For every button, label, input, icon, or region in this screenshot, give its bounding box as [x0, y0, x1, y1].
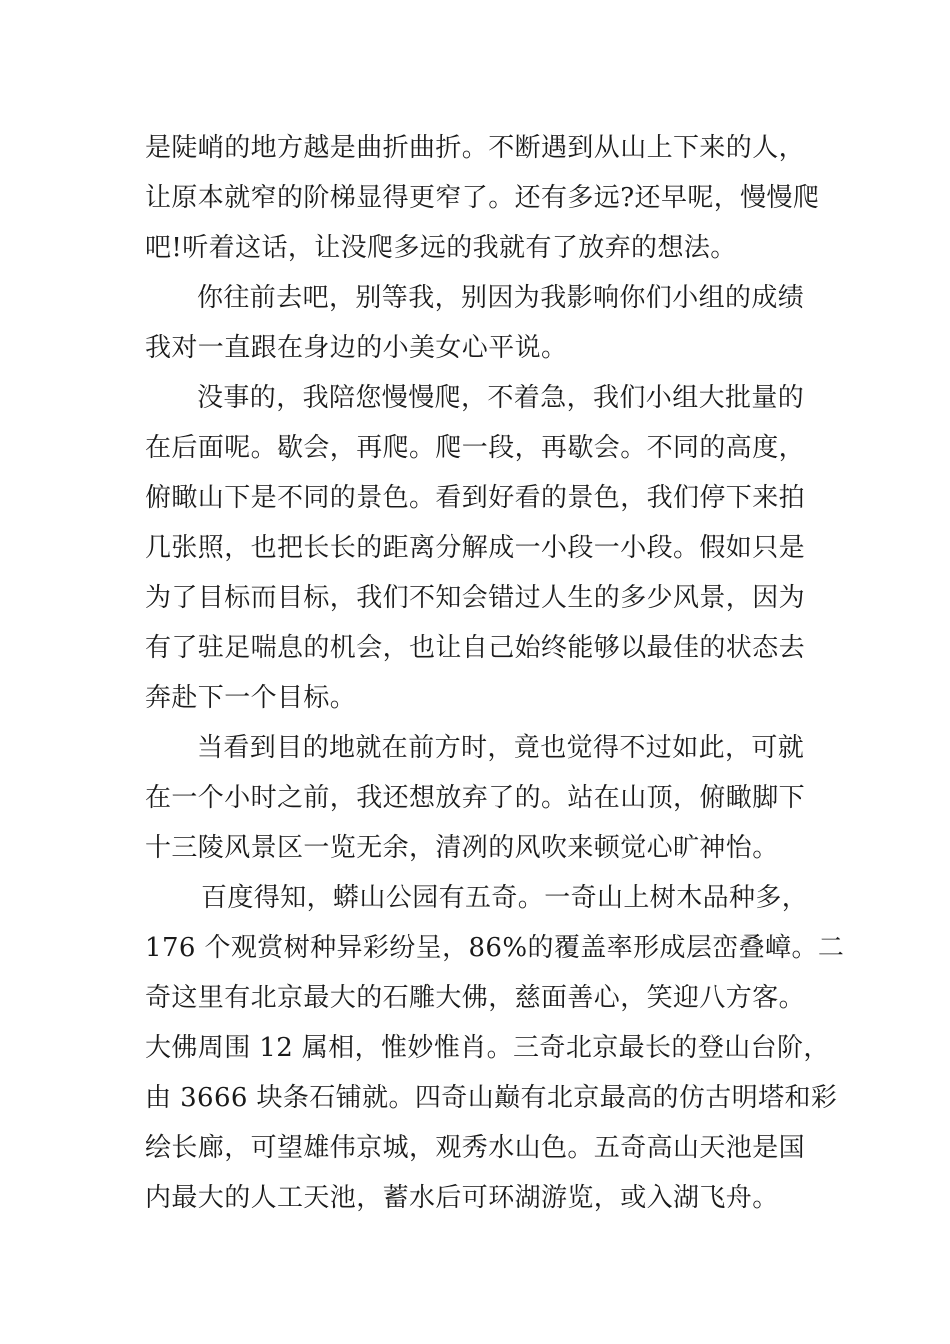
text-line: 在后面呢。歇会，再爬。爬一段，再歇会。不同的高度， — [145, 433, 806, 463]
text-line: 绘长廊，可望雄伟京城，观秀水山色。五奇高山天池是国 — [145, 1133, 806, 1163]
text-line: 吧!听着这话，让没爬多远的我就有了放弃的想法。 — [145, 233, 737, 263]
text-line: 大佛周围 12 属相，惟妙惟肖。三奇北京最长的登山台阶， — [145, 1033, 830, 1063]
paragraph-first-line: 没事的，我陪您慢慢爬，不着急，我们小组大批量的 — [197, 383, 805, 413]
text-line: 让原本就窄的阶梯显得更窄了。还有多远?还早呢，慢慢爬 — [145, 183, 820, 213]
text-line: 有了驻足喘息的机会，也让自己始终能够以最佳的状态去 — [145, 633, 806, 663]
paragraph-first-line: 你往前去吧，别等我，别因为我影响你们小组的成绩 — [197, 283, 805, 313]
text-line: 内最大的人工天池，蓄水后可环湖游览，或入湖飞舟。 — [145, 1183, 779, 1213]
text-line: 俯瞰山下是不同的景色。看到好看的景色，我们停下来拍 — [145, 483, 806, 513]
text-line: 我对一直跟在身边的小美女心平说。 — [145, 333, 568, 363]
paragraph-first-line: 当看到目的地就在前方时，竟也觉得不过如此，可就 — [197, 733, 805, 763]
text-line: 是陡峭的地方越是曲折曲折。不断遇到从山上下来的人， — [145, 133, 806, 163]
text-line: 为了目标而目标，我们不知会错过人生的多少风景，因为 — [145, 583, 806, 613]
text-line: 奔赴下一个目标。 — [145, 683, 357, 713]
text-line: 在一个小时之前，我还想放弃了的。站在山顶，俯瞰脚下 — [145, 783, 806, 813]
text-line: 十三陵风景区一览无余，清冽的风吹来顿觉心旷神怡。 — [145, 833, 779, 863]
text-line: 奇这里有北京最大的石雕大佛，慈面善心，笑迎八方客。 — [145, 983, 806, 1013]
text-line: 由 3666 块条石铺就。四奇山巅有北京最高的仿古明塔和彩 — [145, 1083, 838, 1113]
text-line: 几张照，也把长长的距离分解成一小段一小段。假如只是 — [145, 533, 806, 563]
paragraph-first-line: 百度得知，蟒山公园有五奇。一奇山上树木品种多， — [201, 883, 809, 913]
text-line: 176 个观赏树种异彩纷呈，86%的覆盖率形成层峦叠嶂。二 — [145, 933, 845, 963]
